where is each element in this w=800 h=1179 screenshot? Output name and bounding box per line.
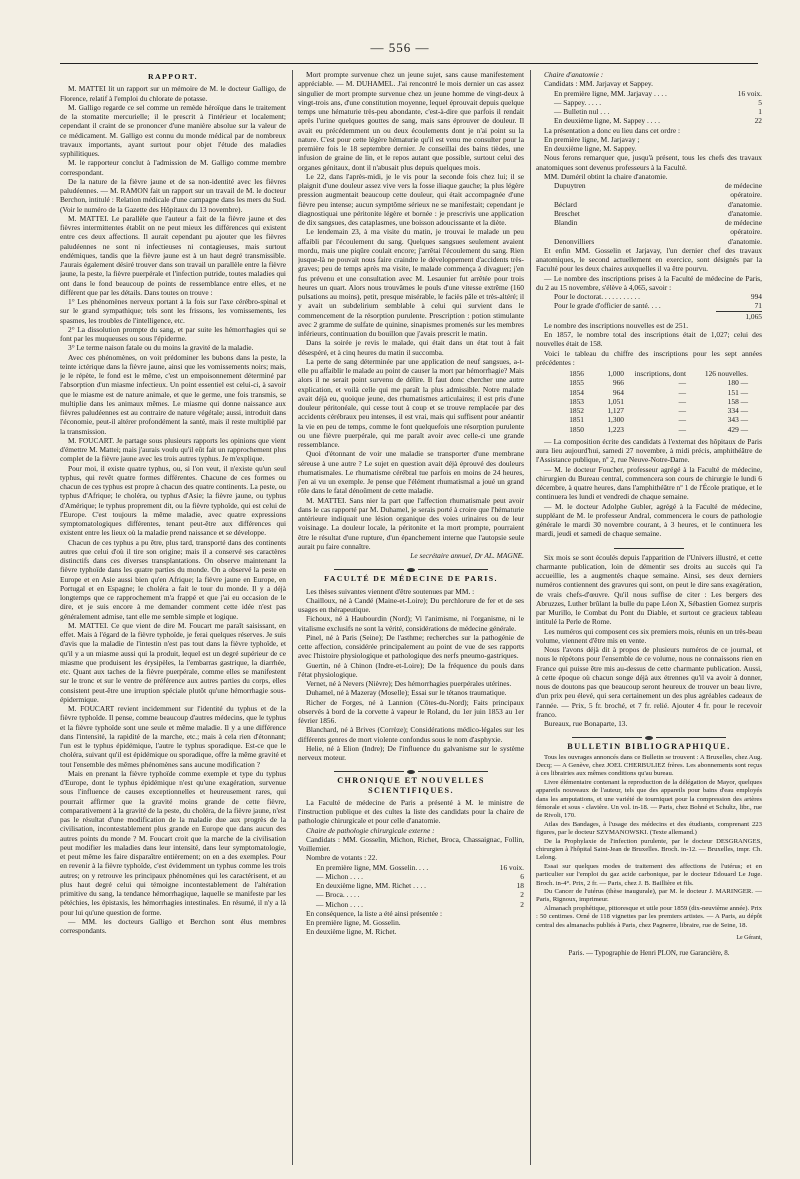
- column-separator: [530, 70, 531, 1165]
- theses-list: [298, 596, 524, 763]
- bulletin-item: Livre élémentaire contenant la reproduction de la délégation de Mayor, quelques appareils nouveaux de l'auteur, tels que des appareils pour bains d'eau employés dans les amputations, et une variété de tourniquet pour la compression des artères fémorale et sous - clavière. Un vol. in-18. — Paris, chez Bohné et Schultz, libr., rue de Rivoli, 170.: [536, 778, 762, 820]
- candidats-anatomie: Candidats : MM. Jarjavay et Sappey.: [544, 79, 653, 89]
- inscriptions-paragraph: — Le nombre des inscriptions prises à la Faculté de médecine de Paris, du 2 au 15 novembre, s'élève à 4,065, savoir :: [536, 273, 762, 292]
- page-number: — 556 —: [0, 40, 800, 56]
- col1-paragraph: M. le rapporteur conclut à l'admission de M. Galligo comme membre correspondant.: [60, 158, 286, 177]
- stats-cell: 1856: [569, 369, 584, 378]
- inscription-row-value: 994: [750, 292, 762, 301]
- stats-cell: —: [678, 387, 686, 397]
- col1-paragraph: Avec ces phénomènes, on voit prédominer les bubons dans la peste, la teinte ictérique dans la fièvre jaune, ainsi que les vomissements noirs; mais, je le répète, le fond est le même, c'est un empoisonnement déterminé par l'absorption d'un miasme infectieux. Un point essentiel est celui-ci, à savoir que le miasme est de nature animale, et que le germe, une fois transmis, se multiplie dans les animaux mêmes. Le miasme qui donne naissance aux fièvres paludéennes est au contraire de nature végétale; aussi, introduit dans l'économie, peut-il altérer profondément la santé, mais il reste multiplié par la transmission.: [60, 352, 286, 436]
- ordre-list: [536, 135, 762, 154]
- these-item: Richer de Forges, né à Lannion (Côtes-du-Nord); Faits principaux observés à bord de la corvette à vapeur le Roland, du 1er juin 1853 au 1er février 1856.: [298, 697, 524, 725]
- votants: Nombre de votants : 22.: [306, 853, 378, 863]
- stats-cell: 126 nouvelles.: [704, 369, 748, 378]
- vote-row: [536, 107, 762, 116]
- univers-paragraph: Les numéros qui composent ces six premiers mois, réunis en un très-beau volume, viennent d'être mis en vente.: [536, 626, 762, 645]
- vote-row-value: 16 voix.: [737, 88, 762, 98]
- vote-row: [536, 116, 762, 125]
- column-3: [536, 70, 762, 1170]
- stats-cell: —: [678, 406, 686, 415]
- stats-cell: 1855: [569, 378, 584, 388]
- printer-line: Paris. — Typographie de Henri PLON, rue Garancière, 8.: [568, 949, 730, 958]
- chef-row: [536, 218, 762, 237]
- col1-paragraph: M. MATTEI. Ce que vient de dire M. Foucart me paraît saisissant, en effet. Mais à l'égard de la fièvre typhoïde, je ferai quelques réserves. Je suis d'avis que la maladie de l'intestin n'est pas tout dans la fièvre typhoïde, et qu'il y a un miasme aussi qui la produit, lequel est un degré supérieur de ce miasme que produisent les érysipèles, la l'embarras gastrique, la diarrhée, etc. Quant aux taches de la fièvre puerpérale, comme elles se manifestent sur le tronc et sur le ventre de préférence aux autres parties du corps, elles consistent peut-être une irruption spéciale plutôt qu'une hémorrhagie sous-épidermique.: [60, 620, 286, 704]
- chaire-anatomie: Chaire d'anatomie :: [544, 70, 604, 79]
- stats-cell: 1854: [569, 387, 584, 397]
- stats-cell: 1852: [569, 406, 584, 415]
- these-item: Chailloux, né à Candé (Maine-et-Loire); Du perchlorure de fer et de ses usages en thérapeutique.: [298, 595, 524, 614]
- vote-row-label: En deuxième ligne, M. Sappey . . . .: [554, 116, 660, 126]
- col1-paragraph: 1° Les phénomènes nerveux portant à la fois sur l'axe cérébro-spinal et sur le grand sympathique; tels sont les frissons, les vomissements, les spasmes, les troubles de l'intelligence, etc.: [60, 297, 286, 325]
- col1-paragraph: M. FOUCART revient incidemment sur l'identité du typhus et de la fièvre typhoïde. Il pense, comme beaucoup d'autres médecins, que le typhus et la fièvre typhoïde sont une seule et même maladie. Il y a une différence dans l'intensité, la rapidité de la marche, etc.; mais à cela rien d'étonnant; l'un est le typhus épidémique, l'autre le typhus sporadique. Est-ce que le choléra, suivant qu'il est épidémique ou sporadique, offre la même gravité et tout l'ensemble des mêmes phénomènes sans aucune modification ?: [60, 704, 286, 769]
- univers-paragraph: Nous l'avons déjà dit à propos de plusieurs numéros de ce journal, et nous le répétons pour l'ensemble de ce volume, nous ne connaissons rien en France qui puisse être mis au-dessus de cette charmante publication. Aussi, à cette époque où chacun songe déjà aux étrennes qu'il va avoir à donner, nous de doutons pas que beaucoup seront heureux de trouver un beau livre, d'un prix peu élevé, qui sera certainement un des plus agréables cadeaux de l'année. — Prix, 5 fr. broché, et 7 fr. relié. Ajouter 4 fr. pour le recevoir franco.: [536, 645, 762, 719]
- vote-row: [536, 98, 762, 107]
- inscription-row: [536, 292, 762, 301]
- these-item: Guertin, né à Chinon (Indre-et-Loire); De la fréquence du pouls dans l'état physiologique.: [298, 660, 524, 679]
- chefs-list: [536, 181, 762, 246]
- presentation: La présentation a donc eu lieu dans cet ordre :: [544, 125, 681, 135]
- vote-row-label: — Broca. . . . .: [316, 890, 360, 900]
- stats-cell: 1,223: [607, 424, 624, 434]
- chef-row-value: de médecine opératoire.: [724, 218, 762, 237]
- stats-cell: 1851: [569, 415, 584, 425]
- col2-paragraph: Le 22, dans l'après-midi, je le vis pour la seconde fois chez lui; il se plaignit d'une douleur assez vive vers la fosse iliaque gauche; la plus légère pression augmentait beaucoup cette douleur, qui était accompagnée d'une fièvre peu intense; aucun symptôme sérieux ne se manifestait; cependant je diagnostiquai une péritonite légère et bornée : je prescrivis une application de dix sangsues, des cataplasmes, une boisson adoucissante et la diète.: [298, 171, 524, 227]
- stats-cell: 429 —: [727, 424, 748, 434]
- col2-paragraph: M. MATTEI. Sans nier la part que l'affection rhumatismale peut avoir dans le cas rapporté par M. Duhamel, je serais porté à croire que l'hématurie antérieure indiquait une lésion organique des voies urinaires ou de leur voisinage. La douleur locale, la péritonite et la mort prompte, pourraient être le résultat d'une rupture, d'un épanchement interne que l'autopsie seule aurait pu faire connaître.: [298, 495, 524, 551]
- bulletin-item: De la Prophylaxie de l'infection purulente, par le docteur DESGRANGES, chirurgien à l'hôpital Saint-Jean de Bruxelles. Broch. in-12. — Bruxelles, impr. Ch. Lelong.: [536, 837, 762, 862]
- chronique-intro: La Faculté de médecine de Paris a présenté à M. le ministre de l'instruction publique et des cultes la liste des candidats pour la chaire de pathologie chirurgicale et pour celle d'anatomie.: [298, 797, 524, 826]
- col2-paragraphs: [298, 70, 524, 551]
- col1-paragraph: De la nature de la fièvre jaune et de sa non-identité avec les fièvres paludéennes. — M. RAMON fait un rapport sur un travail de M. le docteur Berchon, intitulé : Relation médicale d'une campagne dans les mers du Sud. (Voir le numéro de la Gazette des Hôpitaux du 13 novembre).: [60, 176, 286, 214]
- stats-cell: 966: [612, 378, 624, 388]
- vote-row-label: — Bulletin nul . . .: [554, 107, 610, 116]
- section-rule: [298, 767, 524, 772]
- chef-row-value: de médecine opératoire.: [724, 181, 762, 200]
- col1-paragraph: 3° Le terme naison fatale ou du moins la gravité de la maladie.: [68, 343, 254, 353]
- chef-row-label: Blandin: [554, 218, 578, 227]
- stats-cell: 180 —: [727, 378, 748, 388]
- inscriptions-table: [536, 292, 762, 311]
- col1-paragraph: Mais en prenant la fièvre typhoïde comme exemple et type du typhus d'Europe, dont le typhus épidémique n'est qu'une exagération, survenue sous l'influence de causes exceptionnelles et heureusement rares, qui pourrait affirmer que la gravité moins grande de cette fièvre, comparativement à la gravité de la peste, du choléra, de la fièvre jaune, n'est pas le résultat d'une modification de la maladie due aux progrès de la civilisation, incontestablement plus grande en Europe que dans aucun des autres points du monde ? M. Foucart croit que la marche de la civilisation peut modifier les maladies dans leur intensité, dans leur symptomatologie, et peut même les faire disparaître entièrement; on en a des exemples. Pour en revenir à la fièvre typhoïde, c'est évidemment un typhus comme les trois autres; on y retrouve les principaux phénomènes qui les caractérisent, et au plus haut degré celui qui témoigne incontestablement de l'altération primitive du sang, la tendance hémorrhagique, laquelle se manifeste par les pétéchies, les épistaxis, les hémorrhagies intestinales. En résumé, il n'y a là pour lui qu'une question de forme.: [60, 768, 286, 917]
- chef-row: [536, 181, 762, 200]
- votes-anatomie: [536, 89, 762, 126]
- col1-paragraph: Chacun de ces typhus a pu être, plus tard, transporté dans des continents autres que celui d'où il tire son origine; mais il a conservé ses caractères distinctifs dans ces diverses transplantations. On observe maintenant la fièvre typhoïde dans les quatre parties du monde. On a observé la peste en Europe et en Asie aussi bien qu'en Afrique; la fièvre jaune en Europe, en Portugal et en Espagne; le choléra a fait le tour du monde. Il y a déjà longtemps que ce rapprochement m'a frappé et que j'ai eu occasion de le dire, et je suis encore à me demander comment cette idée n'est pas généralement admise, tant elle me semble simple et logique.: [60, 537, 286, 621]
- liste-presentee: [298, 918, 524, 937]
- col3-announcements: [536, 437, 762, 539]
- these-item: Pinel, né à Paris (Seine); De l'asthme; recherches sur la pathogénie de cette affection, considérée principalement au point de vue de ses rapports avec l'histoire physiologique et pathologique des nerfs pneumo-gastriques.: [298, 632, 524, 661]
- chef-row-label: Béclard: [554, 199, 577, 209]
- secretary-signature: Le secrétaire annuel, Dr AL. MAGNE.: [410, 551, 524, 560]
- stats-cell: 1850: [569, 424, 584, 434]
- these-item: Blanchard, né à Brives (Corrèze); Considérations médico-légales sur les différents genres de mort violente confondus sous le nom d'asphyxie.: [298, 725, 524, 744]
- stats-cell: 158 —: [727, 396, 748, 406]
- stats-cell: 343 —: [727, 415, 748, 425]
- chef-row-value: d'anatomie.: [728, 236, 762, 246]
- nouvelles-line: Le nombre des inscriptions nouvelles est de 251.: [544, 320, 689, 330]
- univers-paragraph: Bureaux, rue Bonaparte, 13.: [544, 719, 628, 728]
- col1-paragraphs: [60, 84, 286, 935]
- chef-row-label: Denonvilliers: [554, 236, 595, 246]
- announcement-paragraph: — M. le docteur Foucher, professeur agrégé à la Faculté de médecine, chirurgien du Bureau central, commencera son cours de chirurgie le lundi 6 décembre, à quatre heures, dans l'amphithéâtre nº 1 de l'École pratique, et le continuera les lundi et vendredi de chaque semaine.: [536, 464, 762, 502]
- vote-row-label: En deuxième ligne, MM. Richet . . . .: [316, 881, 427, 890]
- bulletin-intro: Tous les ouvrages annoncés dans ce Bulletin se trouvent : A Bruxelles, chez Aug. Decq; — A Genève, chez JOEL CHERBULIEZ frères. Les abonnements sont reçus à ces librairies aux mêmes conditions qu'au bureau.: [536, 753, 762, 778]
- vote-row: [298, 872, 524, 881]
- column-separator: [292, 70, 293, 1165]
- stats-cell: 1,051: [607, 396, 624, 406]
- vote-row-label: — Michon . . . .: [316, 871, 364, 881]
- chef-row-value: d'anatomie.: [728, 208, 762, 218]
- col1-paragraph: 2° La dissolution prompte du sang, et par suite les hémorrhagies qui se font par les muqueuses ou sous l'épiderme.: [60, 324, 286, 343]
- col2-paragraph: Mort prompte survenue chez un jeune sujet, sans cause manifestement appréciable. — M. DUHAMEL. J'ai rencontré le mois dernier un cas assez singulier de mort prompte survenue chez un jeune homme de vingt-deux à vingt-trois ans, d'une constitution moyenne, lequel éprouvait depuis quelque temps une hématurie très-peu abondante, c'est-à-dire que parfois il rendait après l'urine quelques gouttes de sang, mais sans éprouver de douleur. Il avait eu précédemment un ou deux écoulements dont je n'ai point su la nature. C'est pour cette légère hématurie qu'il est venu me consulter pour la première fois le 18 septembre dernier. Je conseillai des bains tièdes, une infusion de graine de lin, et le repos autant que possible, surtout celui des organes génitaux, dont il n'abusait plus depuis quelques mois.: [298, 70, 524, 172]
- stats-cell: —: [678, 415, 686, 425]
- gosselin-paragraph: Et enfin MM. Gosselin et Jarjavay, l'un dernier chef des travaux anatomiques, le second actuellement en exercice, sont désignés par la Faculté pour les deux chaires auxquelles il va être pourvu.: [536, 245, 762, 274]
- candidats-line: Candidats : MM. Gosselin, Michon, Richet, Broca, Chassaignac, Follin, Voillemier.: [298, 834, 524, 853]
- ordre-item: En première ligne, M. Jarjavay ;: [544, 134, 640, 144]
- chef-row: [536, 237, 762, 246]
- vote-row-value: 16 voix.: [499, 862, 524, 872]
- chef-row-label: Dupuytren: [554, 181, 586, 190]
- vote-row: [298, 863, 524, 872]
- stats-cell: inscriptions, dont: [634, 369, 686, 378]
- col2-paragraph: Le lendemain 23, à ma visite du matin, je trouvai le malade un peu affaibli par l'écoulement du sang. Quelques sangsues seulement avaient mordu, mais une piqûre coulait encore; j'arrêtai l'écoulement du sang. Rien jusque-là ne pouvait nous faire craindre le développement d'accidents très-graves; peu de temps après ma visite, le malade commença à divaguer; j'en fus prévenu et une consultation avec M. Lesaunier fut arrêtée pour trois heures un quart. Alors nous trouvâmes le pouls d'une vitesse extrême (160 pulsations au moins), petit, presque misérable, le faciès pâle et très-altéré; il y avait un subdelirium semblable à celui qui survient dans le commencement de la résorption purulente. Prescription : potion stimulante avec 2 gramme de sulfate de quinine, sinapismes promenés sur les membres inférieurs, continuation du bouillon que j'avais prescrit le matin.: [298, 227, 524, 338]
- these-item: Fichoux, né à Haubourdin (Nord); Vi l'animisme, ni l'organisme, ni le vitalisme exclusifs ne sont la vérité, considérations de médecine générale.: [298, 614, 524, 633]
- stats-cell: —: [678, 378, 686, 388]
- chef-row-label: Breschet: [554, 208, 580, 218]
- col1-paragraph: M. MATTEI lit un rapport sur un mémoire de M. le docteur Galligo, de Florence, relatif à l'emploi du chlorate de potasse.: [60, 84, 286, 103]
- these-item: Duhamel, né à Mazeray (Moselle); Essai sur le tétanos traumatique.: [306, 688, 507, 698]
- announcement-paragraph: — La composition écrite des candidats à l'externat des hôpitaux de Paris aura lieu aujourd'hui, samedi 27 novembre, à midi précis, amphithéâtre de l'Assistance publique, nº 2, rue Neuve-Notre-Dame.: [536, 436, 762, 465]
- chronique-heading: CHRONIQUE ET NOUVELLES SCIENTIFIQUES.: [337, 776, 485, 795]
- section-rule: [536, 733, 762, 738]
- vote-row: [298, 890, 524, 899]
- faculte-heading: FACULTÉ DE MÉDECINE DE PARIS.: [324, 574, 498, 584]
- inscription-row: [536, 301, 762, 310]
- stats-cell: 334 —: [727, 406, 748, 415]
- bulletin-item: Du Cancer de l'utérus (thèse inaugurale), par M. le docteur J. MARINGER. — Paris, Rignoux, imprimeur.: [536, 888, 762, 904]
- stats-cell: —: [678, 424, 686, 434]
- chef-row-value: d'anatomie.: [728, 199, 762, 209]
- col2-paragraph: La perte de sang déterminée par une application de neuf sangsues, a-t-elle pu affaiblir le malade au point de causer la mort par hémorrhagie? Mais alors il ne serait point survenu de délire. Il faut donc chercher une autre explication, et voilà celle qui me paraît la plus admissible. Notre malade avait déjà eu, quoique jeune, des rhumatismes articulaires; il est pris d'une douleur péritonéale, qui cesse tout à coup et se trouve remplacée par des accidents cérébraux peu intenses, il est vrai, mais qui suffisent pour anéantir la vie en peu de temps, comme le font quelquefois une résorption purulente ou une fièvre puerpérale, qui me paraît avoir avec celle-ci une grande ressemblance.: [298, 356, 524, 449]
- vote-row-value: 6: [520, 871, 524, 881]
- stats-cell: 964: [612, 387, 624, 397]
- stats-cell: 1,300: [607, 415, 624, 425]
- column-1: [60, 70, 286, 1170]
- vote-row-value: 2: [520, 890, 524, 900]
- col1-paragraph: — MM. les docteurs Galligo et Berchon sont élus membres correspondants.: [60, 916, 286, 935]
- stats-cell: 1,000: [607, 369, 624, 378]
- stats-cell: 1853: [569, 396, 584, 406]
- vote-row: [298, 900, 524, 909]
- inscriptions-total-row: [536, 311, 762, 321]
- rapport-heading: RAPPORT.: [148, 72, 198, 81]
- inscription-row-value: 71: [754, 301, 762, 311]
- vote-row-value: 22: [754, 116, 762, 126]
- chef-row: [536, 200, 762, 209]
- these-item: Helie, né à Elion (Indre); De l'influence du galvanisme sur le système nerveux moteur.: [298, 743, 524, 762]
- votes-table: [298, 863, 524, 909]
- inscription-row-label: Pour le doctorat. . . . . . . . . . .: [554, 292, 641, 301]
- p1857: En 1857, le nombre total des inscriptions était de 1,027; celui des nouvelles était de 158.: [536, 330, 762, 349]
- header-rule: [60, 63, 758, 64]
- inscriptions-total: 1,065: [716, 311, 762, 321]
- liste-item: En deuxième ligne, M. Richet.: [306, 927, 397, 937]
- col1-paragraph: M. MATTEI. Le parallèle que l'auteur a fait de la fièvre jaune et des fièvres intermittentes établit on ne peut mieux les différences qui existent entre ces deux affections. Il aurait cependant pu ajouter que les fièvres paludéennes ne sont ni infectieuses ni contagieuses, mais surtout endémiques, tandis que la fièvre jaune est à un haut degré transmissible. J'aurais également désiré trouver dans son travail un parallèle entre la fièvre jaune, la peste, la fièvre puerpérale et l'infection putride, toutes maladies qui ont dans le fond beaucoup de points de ressemblance entre elles, et ne diffèrent que par les détails. Dans toutes on trouve :: [60, 213, 286, 297]
- ordre-item: En deuxième ligne, M. Sappey.: [544, 144, 637, 153]
- univers-paragraph: Six mois se sont écoulés depuis l'apparition de l'Univers illustré, et cette charmante publication, loin de démentir ses droits au succès qui l'a accueillie, les a augmentés chaque semaine. Ainsi, ses deux derniers numéros contiennent des gravures qui sont, on peut le dire sans exagération, de vrais chefs-d'œuvre. Qu'il nous suffise de citer : Les bergers des Abruzzes, Luther brûlant la bulle du pape Léon X, Sébastien Gomez surpris par Murillo, le Combat du Pont du Diable, et surtout ce gracieux tableau intitulé la Perle de Rome.: [536, 552, 762, 627]
- col1-paragraph: M. Galligo regarde ce sel comme un remède héroïque dans le traitement de la stomatite mercurielle; il le prescrit à l'intérieur et localement; cependant il craint de se prononcer d'une manière absolue sur la valeur de ce médicament. M. Galligo est connu du monde médical par de nombreux travaux importants, ayant surtout pour objet l'étude des maladies syphilitiques.: [60, 102, 286, 158]
- bulletin-item: Atlas des Bandages, à l'usage des médecins et des étudiants, comprenant 223 figures, par le docteur SZYMANOWSKI. (Texte allemand.): [536, 820, 762, 837]
- vote-row-label: En première ligne, MM. Jarjavay . . . .: [554, 88, 667, 98]
- col2-paragraph: Dans la soirée je revis le malade, qui était dans un état tout à fait désespéré, et à cinq heures du matin il succomba.: [298, 338, 524, 357]
- chef-row: [536, 209, 762, 218]
- stats-cell: —: [678, 396, 686, 406]
- gerant-label: Le Gérant,: [736, 935, 762, 942]
- col1-paragraph: M. FOUCART. Je partage sous plusieurs rapports les opinions que vient d'émettre M. Mattei; mais j'aurais voulu qu'il eût fait un rapprochement plus complet de la fièvre jaune avec les trois autres typhus. Je m'explique.: [60, 435, 286, 464]
- voici-line: Voici le tableau du chiffre des inscriptions pour les sept années précédentes :: [536, 348, 762, 367]
- vote-row-label: — Sappey. . . . .: [554, 97, 602, 107]
- chaire-label: Chaire de pathologie chirurgicale externe :: [306, 825, 435, 835]
- chefs-paragraph: Nous ferons remarquer que, jusqu'à présent, tous les chefs des travaux anatomiques sont devenus professeurs à la Faculté.: [536, 153, 762, 172]
- stats-table: [546, 369, 762, 434]
- liste-item: En première ligne, M. Gosselin.: [306, 918, 401, 927]
- section-rule: [536, 544, 762, 549]
- bulletin-heading: BULLETIN BIBLIOGRAPHIQUE.: [567, 742, 731, 752]
- consequence: En conséquence, la liste a été ainsi présentée :: [306, 908, 443, 918]
- bulletin-items: [536, 779, 762, 930]
- col1-paragraph: Pour moi, il existe quatre typhus, ou, si l'on veut, il n'existe qu'un seul typhus, qui revêt quatre formes différentes. Chacune de ces formes ou chacun de ces typhus est propre à chacun des quatre continents. La peste, ou typhus d'Afrique; le choléra, ou typhus d'Asie; la fièvre jaune, ou typhus d'Amérique; le typhus proprement dit, ou la fièvre typhoïde, qui est celui de l'Europe. C'est toujours la même maladie, avec quatre expressions symptomatologiques différentes, tenant peut-être aux différences qui existent entre les lieux où la maladie prend naissance et se développe.: [60, 463, 286, 538]
- vote-row: [536, 89, 762, 98]
- vote-row-label: En première ligne, MM. Gosselin. . . .: [316, 862, 429, 872]
- vote-row-label: — Michon . . . .: [316, 899, 364, 909]
- vote-row-value: 1: [758, 107, 762, 116]
- vote-row-value: 18: [516, 881, 524, 890]
- stats-cell: 151 —: [727, 387, 748, 397]
- stats-cell: 1,127: [607, 406, 624, 415]
- these-item: Vernet, né à Nevers (Nièvre); Des hémorrhagies puerpérales utérines.: [306, 679, 512, 688]
- vote-row-value: 5: [758, 97, 762, 107]
- vote-row: [298, 881, 524, 890]
- column-2: [298, 70, 524, 1170]
- section-rule: [298, 565, 524, 570]
- theses-intro: Les thèses suivantes viennent d'être soutenues par MM. :: [306, 586, 475, 596]
- univers-paragraphs: [536, 553, 762, 729]
- inscription-row-label: Pour le grade d'officier de santé. . . .: [554, 301, 661, 311]
- vote-row-value: 2: [520, 899, 524, 909]
- col2-paragraph: Quoi d'étonnant de voir une maladie se transporter d'une membrane séreuse à une autre ? Le sujet en question avait déjà éprouvé des douleurs rhumatismales. Le rhumatisme cérébral tue parfois en moins de 24 heures, j'en ai vu un exemple. Je pense que l'élément rhumatismal a joué un grand rôle dans le fatal dénoûment de cette maladie.: [298, 449, 524, 496]
- announcement-paragraph: — M. le docteur Adolphe Gubler, agrégé à la Faculté de médecine, suppléant de M. le professeur Andral, commencera le cours de pathologie générale le mardi 30 novembre courant, à 3 heures, et le continuera les mardi, jeudi et samedi de chaque semaine.: [536, 501, 762, 539]
- bulletin-item: Essai sur quelques modes de traitement des affections de l'utérus; et en particulier sur l'emploi du gaz acide carbonique, par le docteur Edouard Le Juge. Broch. in-4°. Prix, 2 fr. — Paris, chez J. B. Baillière et fils.: [536, 862, 762, 887]
- bulletin-item: Almanach prophétique, pittoresque et utile pour 1859 (dix-neuvième année). Prix : 50 centimes. Orné de 118 vignettes par les premiers artistes. — A Paris, au dépôt central des almanachs publiés à Paris, chez Pagnerre, libraire, rue de Seine, 18.: [536, 904, 762, 929]
- dumeril-line: MM. Duméril obtint la chaire d'anatomie.: [544, 171, 668, 181]
